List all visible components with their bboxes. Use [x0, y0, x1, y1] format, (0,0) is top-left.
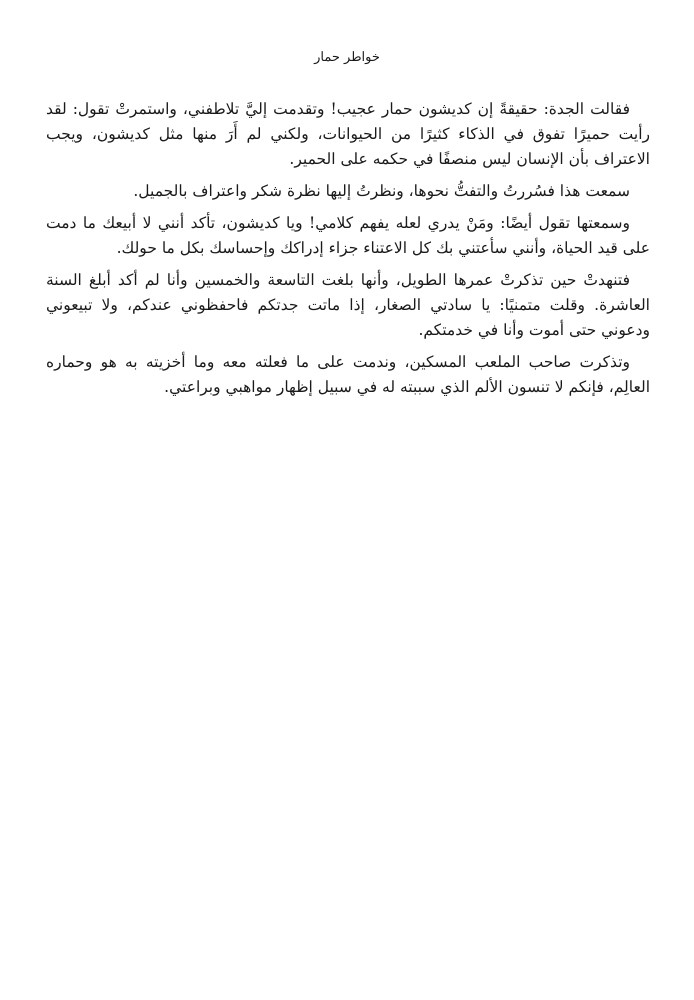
paragraph: وسمعتها تقول أيضًا: ومَنْ يدري لعله يفهم كلامي! ويا كديشون، تأكد أنني لا أبيعك ما دمت على قيد الحياة، وأنني سأعتني بك كل الاعتناء جزاء إدراكك وإحساسك بكل ما حولك. — [46, 214, 650, 257]
paragraph: وتذكرت صاحب الملعب المسكين، وندمت على ما فعلته معه وما أخزيته به هو وحماره العالِم، فإنكم لا تنسون الألم الذي سببته له في سبيل إظهار مواهبي وبراعتي. — [46, 353, 650, 396]
paragraph: فتنهدتْ حين تذكرتْ عمرها الطويل، وأنها بلغت التاسعة والخمسين وأنا لم أكد أبلغ السنة العاشرة. وقلت متمنيًا: يا سادتي الصغار، إذا ماتت جدتكم فاحفظوني عندكم، ولا تبيعوني ودعوني حتى أموت وأنا في خدمتكم. — [46, 271, 650, 339]
running-header: خواطر حمار — [314, 50, 380, 65]
paragraph: سمعت هذا فسُررتُ والتفتُّ نحوها، ونظرتُ إليها نظرة شكر واعتراف بالجميل. — [133, 182, 630, 200]
paragraph: فقالت الجدة: حقيقةً إن كديشون حمار عجيب! وتقدمت إليَّ تلاطفني، واستمرتْ تقول: لقد رأيت حميرًا تفوق في الذكاء كثيرًا من الحيوانات، ولكني لم أَرَ منها مثل كديشون، ويجب الاعتراف بأن الإنسان ليس منصفًا في حكمه على الحمير. — [46, 100, 650, 168]
body-text — [46, 97, 650, 407]
